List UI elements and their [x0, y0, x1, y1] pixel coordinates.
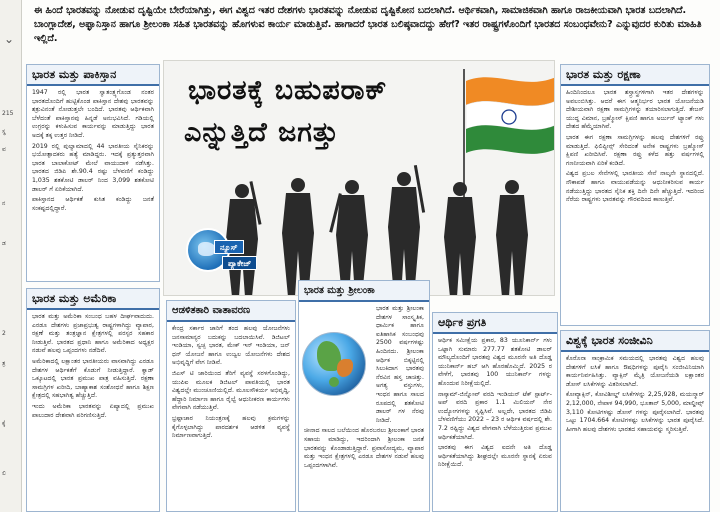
paragraph: ಕೇಂದ್ರ ಸರ್ಕಾರ ಜಾರಿಗೆ ತಂದ ಹಲವು ಯೋಜನೆಗಳು ಜನಸಾಮಾನ್ಯರ ಬದುಕನ್ನು ಬದಲಾಯಿಸಿವೆ. ಡಿಜಿಟಲ್ ಇಂಡಿಯಾ, ಸ್ವಚ್ಛ ಭಾರತ, ಮೇಕ್ ಇನ್ ಇಂಡಿಯಾ, ಜನ್ ಧನ್ ಯೋಜನೆ ಹಾಗೂ ಉಜ್ವಲ ಯೋಜನೆಗಳು ದೇಶದ ಅಭಿವೃದ್ಧಿಗೆ ವೇಗ ನೀಡಿವೆ.	[172, 325, 290, 367]
paragraph: ಜಿಎಸ್ ಟಿ ಜಾರಿಯಿಂದ ತೆರಿಗೆ ವ್ಯವಸ್ಥೆ ಸರಳಗೊಂಡಿದ್ದು, ಯುಪಿಐ ಮೂಲಕ ಡಿಜಿಟಲ್ ಪಾವತಿಯಲ್ಲಿ ಭಾರತ ವಿಶ್ವದಲ್ಲೇ ಮುಂಚೂಣಿಯಲ್ಲಿದೆ. ಮೂಲಸೌಕರ್ಯ ಅಭಿವೃದ್ಧಿ, ಹೆದ್ದಾರಿ ನಿರ್ಮಾಣ ಹಾಗೂ ರೈಲ್ವೆ ಆಧುನೀಕರಣ ಕಾರ್ಯಗಳು ವೇಗವಾಗಿ ನಡೆಯುತ್ತಿವೆ.	[172, 369, 290, 412]
chevron-down-icon[interactable]: ⌄	[4, 32, 15, 46]
section-body	[433, 334, 557, 475]
section-body	[167, 322, 295, 446]
paragraph: ಹಿಂದಿನಿಂದಲೂ ಭಾರತ ಶಸ್ತ್ರಾಸ್ತ್ರಗಳಿಗಾಗಿ ಇತರ ದೇಶಗಳನ್ನು ಅವಲಂಬಿಸಿತ್ತು. ಆದರೆ ಈಗ ಆತ್ಮನಿರ್ಭರ ಭಾರತ ಯೋಜನೆಯಡಿ ದೇಶೀಯವಾಗಿ ರಕ್ಷಣಾ ಸಾಮಗ್ರಿಗಳನ್ನು ತಯಾರಿಸಲಾಗುತ್ತಿದೆ. ತೇಜಸ್ ಯುದ್ಧ ವಿಮಾನ, ಬ್ರಹ್ಮೋಸ್ ಕ್ಷಿಪಣಿ ಹಾಗೂ ಅರ್ಜುನ್ ಟ್ಯಾಂಕ್ ಗಳು ದೇಶದ ಹೆಮ್ಮೆಯಾಗಿವೆ.	[566, 89, 704, 131]
news-package-badge	[186, 228, 266, 286]
hero-title-line-2: ಎನ್ನುತ್ತಿದೆ ಜಗತ್ತು	[184, 117, 340, 148]
section-america	[26, 288, 160, 512]
intro-paragraph: ಈ ಹಿಂದೆ ಭಾರತವನ್ನು ನೋಡುವ ದೃಷ್ಟಿಯೇ ಬೇರೆಯಾಗಿತ್ತು, ಈಗ ವಿಶ್ವದ ಇತರ ದೇಶಗಳು ಭಾರತವನ್ನು ನೋಡುವ ದೃಷ್ಟಿಕೋನ ಬದಲಾಗಿದೆ. ಆರ್ಥಿಕವಾಗಿ, ಸಾಮಾಜಿಕವಾಗಿ ಹಾಗೂ ರಾಜಕೀಯವಾಗಿ ಭಾರತ ಬದಲಾಗಿದೆ. ಬಾಂಗ್ಲಾದೇಶ, ಅಫ್ಘಾನಿಸ್ತಾನ ಹಾಗೂ ಶ್ರೀಲಂಕಾ ಸಹಿತ ಭಾರತವನ್ನು ಹೊಗಳುವ ಕಾರ್ಯ ಮಾಡುತ್ತಿವೆ. ಹಾಗಾದರೆ ಭಾರತ ಬಲಿಷ್ಠವಾದದ್ದು ಹೇಗೆ? ಇತರ ರಾಷ್ಟ್ರಗಳೊಂದಿಗೆ ಭಾರತದ ಸಂಬಂಧವೇನು? ಎನ್ನುವುದರ ಕುರಿತು ಮಾಹಿತಿ ಇಲ್ಲಿದೆ.	[34, 5, 702, 44]
paragraph: 2019 ರಲ್ಲಿ ಪುಲ್ವಾಮಾದಲ್ಲಿ 44 ಭಾರತೀಯ ಸೈನಿಕರನ್ನು ಭಯೋತ್ಪಾದಕರು ಹತ್ಯೆ ಮಾಡಿದ್ದರು. ಇದಕ್ಕೆ ಪ್ರತ್ಯುತ್ತರವಾಗಿ ಭಾರತ ಬಾಲಾಕೋಟ್ ಮೇಲೆ ವಾಯುದಾಳಿ ನಡೆಸಿತ್ತು. ಭಾರತದ ಜಿಡಿಪಿ ಶೇ.90.4 ರಷ್ಟು ಬೆಳವಣಿಗೆ ಕಂಡಿದ್ದು 1,035 ಶತಕೋಟಿ ಡಾಲರ್ ನಿಂದ 3,099 ಶತಕೋಟಿ ಡಾಲರ್ ಗೆ ಏರಿಕೆಯಾಗಿದೆ.	[32, 142, 154, 193]
margin-fragment: ಲಿ	[2, 470, 6, 477]
paragraph: 1947 ರಲ್ಲಿ ಭಾರತ ಸ್ವಾತಂತ್ರ್ಯಗೊಂಡ ನಂತರ ಭಾರತದೊಂದಿಗೆ ಹುಟ್ಟಿಕೊಂಡ ಪಾಕಿಸ್ತಾನ ದೇಶವು ಭಾರತವನ್ನು ಶತ್ರುವಿನಂತೆ ನೋಡುತ್ತಲೇ ಬಂದಿದೆ. ಭಾರತವು ಆರ್ಥಿಕವಾಗಿ ಬೆಳೆದಂತೆ ಪಾಕಿಸ್ತಾನವು ಹಿನ್ನಡೆ ಅನುಭವಿಸಿದೆ. ಗಡಿಯಲ್ಲಿ ಉಗ್ರರನ್ನು ಕಳುಹಿಸುವ ಕಾರ್ಯವನ್ನು ಮಾಡುತ್ತಿದ್ದು ಭಾರತ ಅದಕ್ಕೆ ತಕ್ಕ ಉತ್ತರ ನೀಡಿದೆ.	[32, 89, 154, 139]
paragraph: ಭಾರತವು ಈಗ ವಿಶ್ವದ ಐದನೇ ಅತಿ ದೊಡ್ಡ ಆರ್ಥಿಕತೆಯಾಗಿದ್ದು ಶೀಘ್ರದಲ್ಲೇ ಮೂರನೇ ಸ್ಥಾನಕ್ಕೆ ಏರುವ ನಿರೀಕ್ಷೆಯಿದೆ.	[438, 444, 552, 469]
section-pakistan	[26, 64, 160, 282]
section-heading: ಆಡಳಿತಕಾರಿ ವಾತಾವರಣ	[167, 301, 295, 322]
paragraph: ಭ್ರಷ್ಟಾಚಾರ ನಿಯಂತ್ರಣಕ್ಕೆ ಹಲವು ಕ್ರಮಗಳನ್ನು ಕೈಗೊಳ್ಳಲಾಗಿದ್ದು ಪಾರದರ್ಶಕ ಆಡಳಿತ ವ್ಯವಸ್ಥೆ ನಿರ್ಮಾಣವಾಗುತ್ತಿದೆ.	[172, 414, 290, 440]
section-heading: ವಿಶ್ವಕ್ಕೆ ಭಾರತ ಸಂಜೀವಿನಿ	[561, 331, 709, 352]
section-economy	[432, 312, 558, 512]
margin-fragment: ಕ್ಕೆ	[2, 420, 6, 427]
margin-fragment: ತ್ರ	[2, 360, 6, 367]
paragraph: ಭಾರತ ಈಗ ರಕ್ಷಣಾ ಸಾಮಗ್ರಿಗಳನ್ನು ಹಲವು ದೇಶಗಳಿಗೆ ರಫ್ತು ಮಾಡುತ್ತಿದೆ. ಫಿಲಿಪ್ಪೀನ್ಸ್ ಸೇರಿದಂತೆ ಅನೇಕ ರಾಷ್ಟ್ರಗಳು ಬ್ರಹ್ಮೋಸ್ ಕ್ಷಿಪಣಿ ಖರೀದಿಸಿವೆ. ರಕ್ಷಣಾ ರಫ್ತು ಕಳೆದ ಹತ್ತು ವರ್ಷಗಳಲ್ಲಿ ಗಣನೀಯವಾಗಿ ಏರಿಕೆ ಕಂಡಿದೆ.	[566, 133, 704, 167]
section-world-sanjeevini	[560, 330, 710, 512]
section-administration	[166, 300, 296, 512]
margin-fragment: ಸ್ಥ	[2, 128, 6, 135]
section-heading: ಭಾರತ ಮತ್ತು ಶ್ರೀಲಂಕಾ	[299, 281, 429, 302]
section-body	[561, 86, 709, 210]
badge-label-2: ಪ್ಯಾಕೇಜ್	[222, 256, 257, 270]
paragraph: ಇಂದು ಅಮೆರಿಕಾ ಭಾರತವನ್ನು ಏಷ್ಯಾದಲ್ಲಿ ಪ್ರಮುಖ ಪಾಲುದಾರ ದೇಶವಾಗಿ ಪರಿಗಣಿಸುತ್ತಿದೆ.	[32, 402, 154, 419]
paragraph: ಭಾರತ ಮತ್ತು ಶ್ರೀಲಂಕಾ ದೇಶಗಳ ಸಾಂಸ್ಕೃತಿಕ, ಧಾರ್ಮಿಕ ಹಾಗೂ ಐತಿಹಾಸಿಕ ಸಂಬಂಧವು 2500 ವರ್ಷಗಳಷ್ಟು ಹಿಂದಿನದು. ಶ್ರೀಲಂಕಾ ಆರ್ಥಿಕ ಬಿಕ್ಕಟ್ಟಿನಲ್ಲಿ ಸಿಲುಕಿದಾಗ ಭಾರತವು ನೆರವಿನ ಹಸ್ತ ಚಾಚಿತ್ತು. ಅಗತ್ಯ ವಸ್ತುಗಳು, ಇಂಧನ ಹಾಗೂ ಸಾಲದ ರೂಪದಲ್ಲಿ ಶತಕೋಟಿ ಡಾಲರ್ ಗಳ ನೆರವು ನೀಡಿದೆ.	[376, 305, 424, 424]
hero-title-line-1: ಭಾರತಕ್ಕೆ ಬಹುಪರಾಕ್	[188, 75, 388, 106]
section-defence	[560, 64, 710, 326]
margin-fragment: ನ	[2, 200, 6, 207]
section-heading: ಆರ್ಥಿಕ ಪ್ರಗತಿ	[433, 313, 557, 334]
margin-fragment: ವ	[2, 146, 6, 153]
paragraph: ಕೊರೊನಾ ಸಾಂಕ್ರಾಮಿಕ ಸಮಯದಲ್ಲಿ ಭಾರತವು ವಿಶ್ವದ ಹಲವು ದೇಶಗಳಿಗೆ ಲಸಿಕೆ ಹಾಗೂ ಔಷಧಿಗಳನ್ನು ಪೂರೈಸಿ ಸಂಜೀವಿನಿಯಾಗಿ ಕಾರ್ಯನಿರ್ವಹಿಸಿತ್ತು. ವ್ಯಾಕ್ಸಿನ್ ಮೈತ್ರಿ ಯೋಜನೆಯಡಿ ಲಕ್ಷಾಂತರ ಡೋಸ್ ಲಸಿಕೆಗಳನ್ನು ವಿತರಿಸಲಾಗಿದೆ.	[566, 355, 704, 388]
globe-land	[329, 377, 339, 387]
paragraph: ನಾಸ್ಕಾಮ್-ಜಿನ್ನೋವ್ ವರದಿ ಇಂಡಿಯನ್ ಟೆಕ್ ಸ್ಟಾರ್ಟ್-ಅಪ್ ವರದಿ ಪ್ರಕಾರ 1.1 ಮಿಲಿಯನ್ ನೇರ ಉದ್ಯೋಗಗಳನ್ನು ಸೃಷ್ಟಿಸಿವೆ. ಅಲ್ಲದೇ, ಭಾರತದ ಜಿಡಿಪಿ ಬೆಳವಣಿಗೆಯು 2022 – 23 ರ ಆರ್ಥಿಕ ವರ್ಷದಲ್ಲಿ ಶೇ. 7.2 ರಷ್ಟಿದ್ದು ವಿಶ್ವದ ವೇಗವಾಗಿ ಬೆಳೆಯುತ್ತಿರುವ ಪ್ರಮುಖ ಆರ್ಥಿಕತೆಯಾಗಿದೆ.	[438, 390, 552, 441]
section-srilanka	[298, 280, 430, 512]
left-margin-strip	[0, 0, 22, 512]
paragraph: ಭಾರತ ಮತ್ತು ಅಮೆರಿಕಾ ಸಂಬಂಧ ಬಹಳ ದೀರ್ಘವಾದುದು. ಎರಡೂ ದೇಶಗಳು ಪ್ರಜಾಪ್ರಭುತ್ವ ರಾಷ್ಟ್ರಗಳಾಗಿದ್ದು ವ್ಯಾಪಾರ, ರಕ್ಷಣೆ ಮತ್ತು ತಂತ್ರಜ್ಞಾನ ಕ್ಷೇತ್ರಗಳಲ್ಲಿ ಪರಸ್ಪರ ಸಹಕಾರ ನೀಡುತ್ತಿವೆ. ಭಾರತದ ಪ್ರಧಾನಿ ಹಾಗೂ ಅಮೆರಿಕಾದ ಅಧ್ಯಕ್ಷರ ನಡುವೆ ಹಲವು ಒಪ್ಪಂದಗಳು ನಡೆದಿವೆ.	[32, 313, 154, 355]
section-body	[27, 310, 159, 425]
section-heading: ಭಾರತ ಮತ್ತು ಪಾಕಿಸ್ತಾನ	[27, 65, 159, 86]
paragraph: ಕೋವ್ಯಾಕ್ಸಿನ್, ಕೋವಿಶೀಲ್ಡ್ ಲಸಿಕೆಗಳನ್ನು 2,25,928, ಮಯನ್ಮಾರ್ 2,12,000, ನೇಪಾಳ 94,990, ಭೂತಾನ್ 5,000, ಮಾಲ್ಡೀವ್ಸ್ 3,110 ಕೋಟಿಗಳಷ್ಟು ಡೋಸ್ ಗಳನ್ನು ಪೂರೈಸಲಾಗಿದೆ. ಭಾರತವು ಒಟ್ಟು 1704.664 ಕೋಟಿಗಳಷ್ಟು ಲಸಿಕೆಗಳನ್ನು ಭಾರತ ಪೂರೈಸಿದೆ. ಹೀಗಾಗಿ ಹಲವು ದೇಶಗಳು ಭಾರತದ ಸಹಾಯವನ್ನು ಸ್ಮರಿಸುತ್ತಿವೆ.	[566, 391, 704, 433]
section-heading: ಭಾರತ ಮತ್ತು ಅಮೆರಿಕಾ	[27, 289, 159, 310]
sri-lanka-globe-image	[302, 332, 366, 396]
paragraph: ಅಮೆರಿಕಾದಲ್ಲಿ ಲಕ್ಷಾಂತರ ಭಾರತೀಯರು ವಾಸವಾಗಿದ್ದು ಎರಡೂ ದೇಶಗಳ ಆರ್ಥಿಕತೆಗೆ ಕೊಡುಗೆ ನೀಡುತ್ತಿದ್ದಾರೆ. ಕ್ವಾಡ್ ಒಕ್ಕೂಟದಲ್ಲಿ ಭಾರತ ಪ್ರಮುಖ ಪಾತ್ರ ವಹಿಸುತ್ತಿದೆ. ರಕ್ಷಣಾ ಸಾಮಗ್ರಿಗಳ ಖರೀದಿ, ಬಾಹ್ಯಾಕಾಶ ಸಂಶೋಧನೆ ಹಾಗೂ ಶಿಕ್ಷಣ ಕ್ಷೇತ್ರದಲ್ಲಿ ಸಹಭಾಗಿತ್ವ ಹೆಚ್ಚುತ್ತಿದೆ.	[32, 357, 154, 400]
section-body	[561, 352, 709, 439]
badge-label-1: ನ್ಯೂಸ್	[214, 240, 244, 254]
margin-fragment: 2	[2, 330, 6, 337]
margin-fragment: 215	[2, 110, 14, 117]
paragraph: ಪಾಕಿಸ್ತಾನದ ಆರ್ಥಿಕತೆ ಕುಸಿತ ಕಂಡಿದ್ದು ಜನತೆ ಸಂಕಷ್ಟದಲ್ಲಿದ್ದಾರೆ.	[32, 196, 154, 212]
section-heading: ಭಾರತ ಮತ್ತು ರಕ್ಷಣಾ	[561, 65, 709, 86]
margin-fragment: ಡ	[2, 240, 6, 247]
section-body	[27, 86, 159, 218]
paragraph: ಆರ್ಥಿಕ ಸಮೀಕ್ಷೆಯ ಪ್ರಕಾರ, 83 ಯೂನಿಕಾರ್ನ್ ಗಳು ಒಟ್ಟಾಗಿ ಸುಮಾರು 277.77 ಶತಕೋಟಿ ಡಾಲರ್ ಮೌಲ್ಯದೊಂದಿಗೆ ಭಾರತವು ವಿಶ್ವದ ಮೂರನೇ ಅತಿ ದೊಡ್ಡ ಯುನಿಕಾರ್ನ್ ಹಬ್ ಆಗಿ ಹೊರಹೊಮ್ಮಿದೆ. 2025 ರ ವೇಳೆಗೆ, ಭಾರತವು 100 ಯುನಿಕಾರ್ನ್ ಗಳನ್ನು ಹೊಂದುವ ನಿರೀಕ್ಷೆಯಲ್ಲಿದೆ.	[438, 337, 552, 387]
paragraph: ಚೀನಾದ ಸಾಲದ ಬಲೆಯಿಂದ ಹೊರಬರಲು ಶ್ರೀಲಂಕಾಗೆ ಭಾರತ ಸಹಾಯ ಮಾಡಿದ್ದು, ಇದರಿಂದಾಗಿ ಶ್ರೀಲಂಕಾ ಜನತೆ ಭಾರತವನ್ನು ಕೊಂಡಾಡುತ್ತಿದ್ದಾರೆ. ಪ್ರವಾಸೋದ್ಯಮ, ವ್ಯಾಪಾರ ಮತ್ತು ಇಂಧನ ಕ್ಷೇತ್ರಗಳಲ್ಲಿ ಎರಡೂ ದೇಶಗಳ ನಡುವೆ ಹಲವು ಒಪ್ಪಂದಗಳಾಗಿವೆ.	[304, 427, 424, 469]
paragraph: ವಿಶ್ವದ ಪ್ರಬಲ ಸೇನೆಗಳಲ್ಲಿ ಭಾರತೀಯ ಸೇನೆ ನಾಲ್ಕನೇ ಸ್ಥಾನದಲ್ಲಿದೆ. ನೌಕಾಪಡೆ ಹಾಗೂ ವಾಯುಪಡೆಯನ್ನು ಆಧುನೀಕರಿಸುವ ಕಾರ್ಯ ನಡೆಯುತ್ತಿದ್ದು ಭಾರತದ ಸೈನಿಕ ಶಕ್ತಿ ದಿನೇ ದಿನೇ ಹೆಚ್ಚುತ್ತಿದೆ. ಇದರಿಂದ ನೆರೆಯ ರಾಷ್ಟ್ರಗಳು ಭಾರತವನ್ನು ಗೌರವದಿಂದ ಕಾಣುತ್ತಿವೆ.	[566, 170, 704, 204]
globe-land	[337, 359, 353, 377]
